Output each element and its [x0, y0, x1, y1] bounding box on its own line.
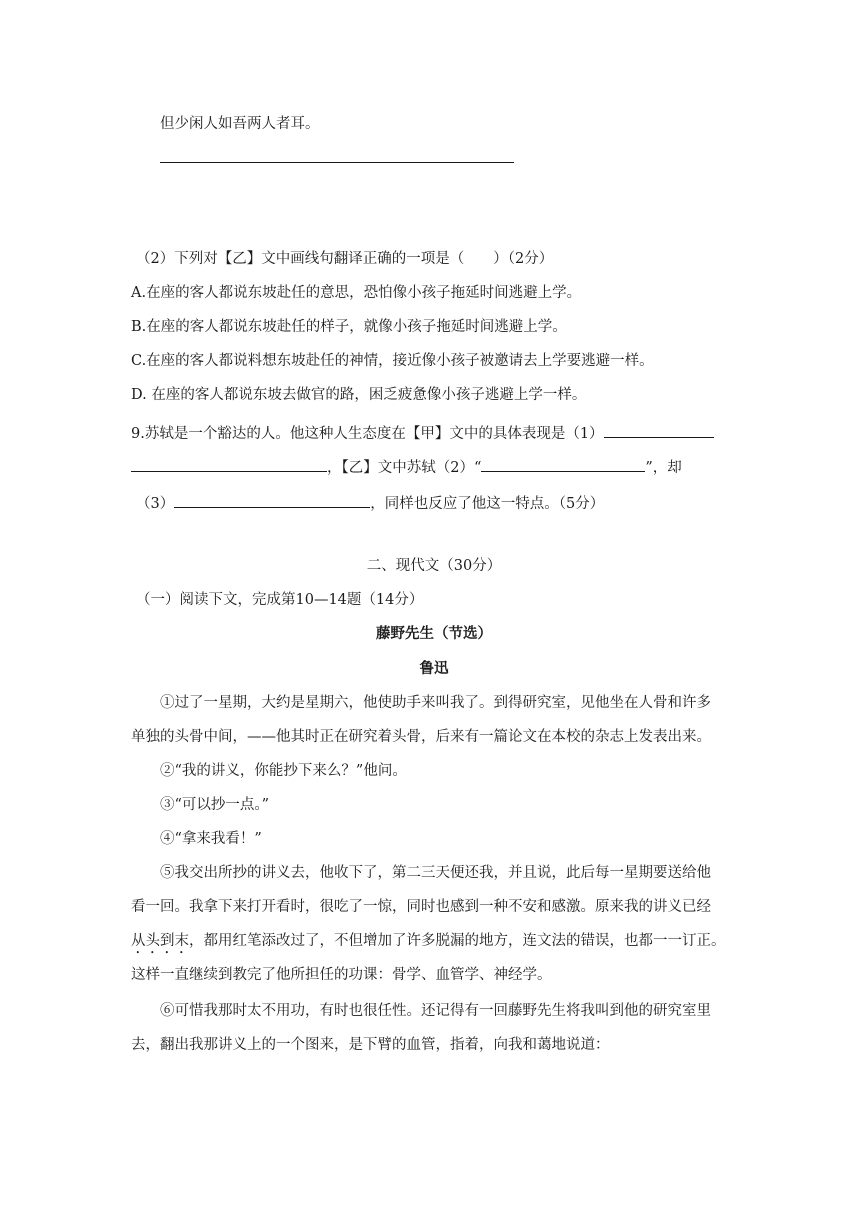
paragraph-line: 看一回。我拿下来打开看时，很吃了一惊，同时也感到一种不安和感激。原来我的讲义已经 — [131, 899, 711, 915]
section-heading: 二、现代文（30分） — [366, 558, 502, 574]
question-9-line3 — [136, 491, 604, 514]
question-9-text: （3） — [136, 496, 175, 512]
option-c: C.在座的客人都说料想东坡赴任的神情，接近像小孩子被邀请去上学要逃避一样。 — [131, 353, 654, 369]
question-2-stem: （2）下列对【乙】文中画线句翻译正确的一项是（ ）（2分） — [136, 251, 554, 267]
text-line: 但少闲人如吾两人者耳。 — [160, 116, 320, 132]
question-9-text: ”，却 — [645, 460, 682, 476]
question-9-text: ，同样也反应了他这一特点。（5分） — [370, 496, 605, 512]
answer-blank-1b — [131, 455, 327, 472]
emphasized-phrase: 从头到末 — [131, 933, 189, 949]
paragraph-line: ②“我的讲义，你能抄下来么？”他问。 — [160, 763, 407, 779]
option-b: B.在座的客人都说东坡赴任的样子，就像小孩子拖延时间逃避上学。 — [131, 319, 567, 335]
paragraph-line: ③“可以抄一点。” — [160, 797, 270, 813]
paragraph-line: ⑤我交出所抄的讲义去，他收下了，第二三天便还我，并且说，此后每一星期要送给他 — [160, 865, 711, 881]
paragraph-line: ⑥可惜我那时太不用功，有时也很任性。还记得有一回藤野先生将我叫到他的研究室里 — [160, 1003, 711, 1019]
option-a: A.在座的客人都说东坡赴任的意思，恐怕像小孩子拖延时间逃避上学。 — [131, 285, 582, 301]
option-d: D. 在座的客人都说东坡去做官的路，困乏疲惫像小孩子逃避上学一样。 — [131, 387, 587, 403]
paragraph-line: 单独的头骨中间，——他其时正在研究着头骨，后来有一篇论文在本校的杂志上发表出来。 — [131, 729, 711, 745]
paragraph-line: 这样一直继续到教完了他所担任的功课：骨学、血管学、神经学。 — [131, 967, 552, 983]
paragraph-line — [131, 931, 726, 957]
answer-blank-2 — [481, 455, 645, 472]
question-9-text: ，【乙】文中苏轼（2）“ — [327, 460, 482, 476]
paragraph-line: ④“拿来我看！” — [160, 831, 262, 847]
question-9-line2 — [131, 455, 682, 478]
passage-title: 藤野先生（节选） — [376, 625, 492, 642]
answer-blank-line — [160, 162, 514, 163]
question-9-line1 — [131, 421, 714, 444]
paragraph-line: 去，翻出我那讲义上的一个图来，是下臂的血管，指着，向我和蔼地说道： — [131, 1037, 610, 1053]
passage-author: 鲁迅 — [419, 660, 449, 677]
answer-blank-1 — [604, 421, 714, 438]
question-9-text: 9.苏轼是一个豁达的人。他这种人生态度在【甲】文中的具体表现是（1） — [131, 426, 604, 442]
paragraph-line: ①过了一星期，大约是星期六，他使助手来叫我了。到得研究室，见他坐在人骨和许多 — [160, 695, 711, 711]
paragraph-text: ，都用红笔添改过了，不但增加了许多脱漏的地方，连文法的错误，也都一一订正。 — [189, 933, 726, 949]
answer-blank-3 — [174, 491, 370, 508]
section-subheading: （一）阅读下文，完成第10—14题（14分） — [136, 592, 424, 608]
